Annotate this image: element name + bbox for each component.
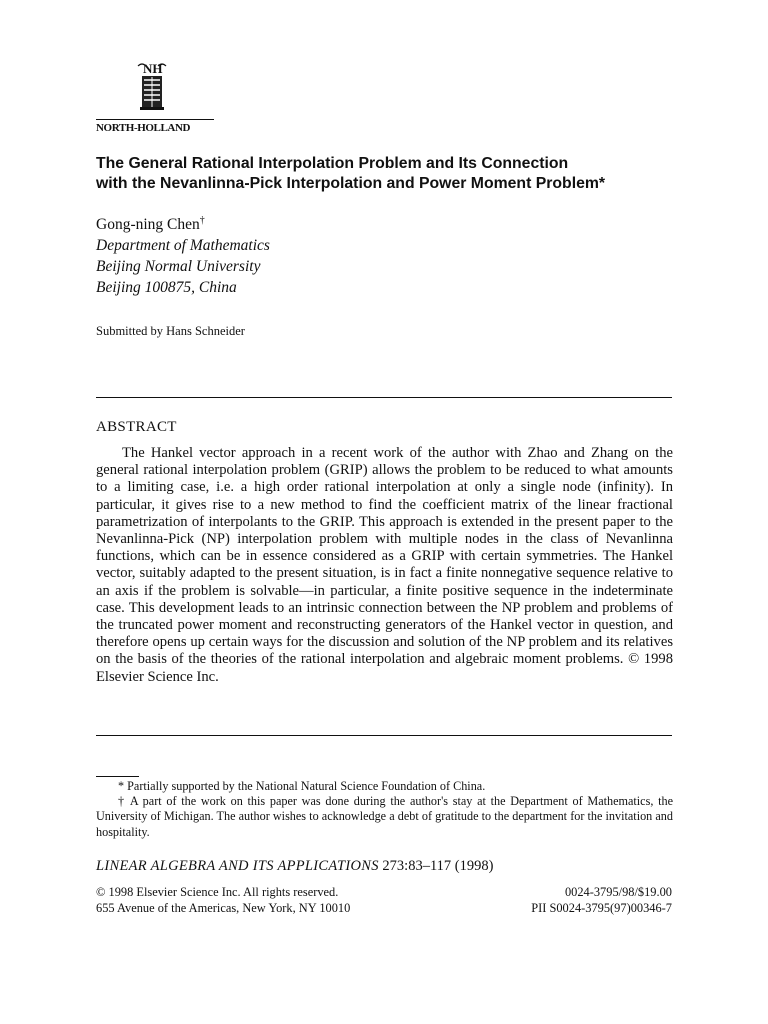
abstract-top-rule (96, 397, 672, 398)
abstract-heading: ABSTRACT (96, 419, 177, 435)
title-line-2: with the Nevanlinna-Pick Interpolation and Power Moment Problem* (96, 175, 606, 192)
journal-name: LINEAR ALGEBRA AND ITS APPLICATIONS (96, 858, 379, 874)
issn-price: 0024-3795/98/$19.00 (564, 885, 672, 899)
abstract-body: The Hankel vector approach in a recent work of the author with Zhao and Zhang on the general rational interpolation problem (GRIP) allows the problem to be reduced to what amounts to a limiting case, i.e. a high order rational interpolation at only a single node (infinity). In particular, it gives rise to a new method to find the coefficient matrix of the linear fractional parametrization of interpolants to the GRIP. This approach is extended in the present paper to the Nevanlinna-Pick (NP) interpolation problem with multiple nodes in the class of Nevanlinna functions, which can be in essence considered as a GRIP with certain symmetries. The Hankel vector, suitably adapted to the present situation, is in fact a finite nonnegative sequence relative to an axis if the problem is solvable—in particular, a finite positive sequence in the indeterminate case. This development leads to an intrinsic connection between the NP problem and problems of the truncated power moment and reconstructing generators of the Hankel vector in question, and therefore opens up certain ways for the discussion and solution of the NP problem and its relatives on the basis of the theories of the rational interpolation and algebraic moment problems. © 1998 Elsevier Science Inc. (96, 445, 673, 685)
logo-letters: NH (143, 61, 163, 76)
author-city: Beijing 100875, China (96, 279, 237, 297)
identifier-block (531, 884, 672, 916)
paper-title (96, 154, 696, 194)
journal-volume-pages: 273:83–117 (1998) (382, 858, 494, 874)
publisher-emblem-icon (132, 60, 172, 114)
author-department: Department of Mathematics (96, 237, 270, 255)
publisher-address: 655 Avenue of the Americas, New York, NY 10010 (96, 901, 351, 915)
author-university: Beijing Normal University (96, 258, 261, 276)
copyright-block (96, 884, 350, 916)
copyright-line: © 1998 Elsevier Science Inc. All rights reserved. (96, 885, 339, 899)
author-block (96, 210, 270, 298)
title-line-1: The General Rational Interpolation Problem and Its Connection (96, 155, 569, 172)
publisher-logo (132, 60, 172, 114)
footnote-affiliation: † A part of the work on this paper was done during the author's stay at the Department of Mathematics, the University of Michigan. The author wishes to acknowledge a debt of gratitude to the department for the invitation and hospitality. (96, 794, 673, 839)
abstract-bottom-rule (96, 735, 672, 736)
pii: PII S0024-3795(97)00346-7 (531, 901, 672, 915)
journal-citation (96, 858, 493, 875)
footnote-rule (96, 776, 139, 777)
submitted-by: Submitted by Hans Schneider (96, 324, 245, 338)
author-name: Gong-ning Chen (96, 216, 200, 234)
publisher-name: NORTH-HOLLAND (96, 119, 214, 134)
footnotes (96, 779, 673, 840)
author-footnote-mark: † (199, 215, 205, 226)
footnote-funding: * Partially supported by the National Natural Science Foundation of China. (118, 779, 486, 793)
